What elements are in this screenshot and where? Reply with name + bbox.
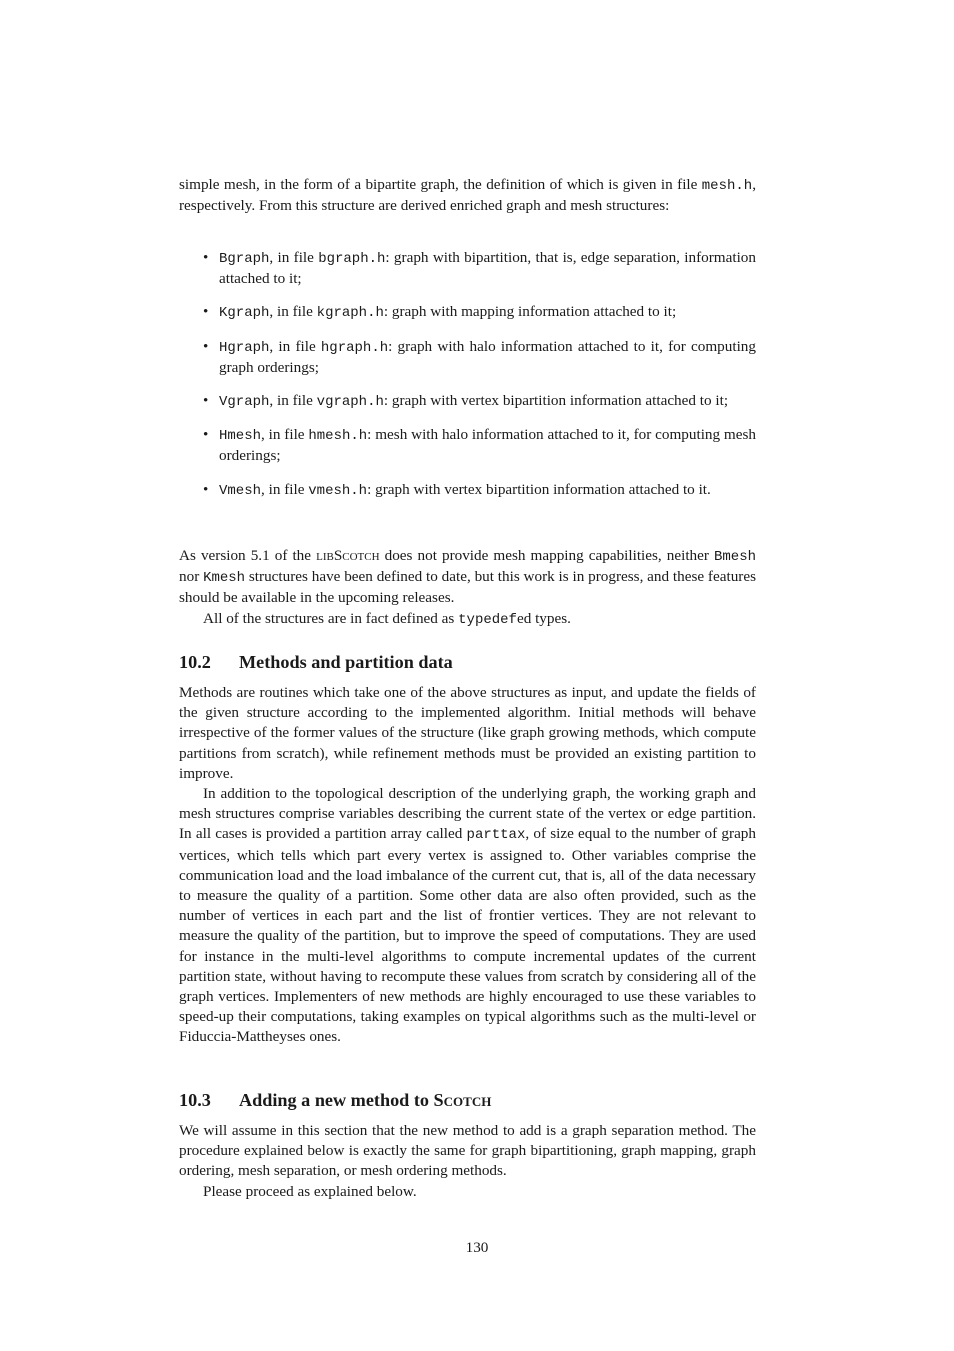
structure-name: Bgraph [219, 251, 270, 267]
structure-file: kgraph.h [316, 305, 384, 322]
list-item: • Bgraph, in file bgraph.h: graph with bipartition, that is, edge separation, information attached to it; [203, 249, 756, 288]
version-text: As version 5.1 of the libScotch does not provide mesh mapping capabilities, neither Bmesh nor Kmesh structures have been defined to date, but this work is in progress, and these features should be available in the upcoming releases. [179, 547, 757, 607]
section-10-3 [179, 1089, 756, 1111]
code-kmesh: Kmesh [203, 570, 246, 587]
intro-text: simple mesh, in the form of a bipartite graph, the definition of which is given in file mesh.h, respectively. From this structure are derived enriched graph and mesh structures: [179, 176, 756, 215]
list-item: • Kgraph, in file kgraph.h: graph with mapping information attached to it; [203, 303, 677, 322]
structure-file: bgraph.h [318, 251, 386, 267]
libscotch-name: libScotch [316, 547, 380, 564]
structure-name: Vgraph [219, 394, 270, 411]
structure-name: Hmesh [219, 428, 262, 445]
code-bmesh: Bmesh [714, 549, 757, 565]
structure-list [179, 248, 756, 501]
structure-file: vmesh.h [308, 482, 368, 499]
code-typedef: typedef [458, 611, 517, 628]
code-parttax: parttax [466, 827, 526, 844]
bullet-icon: • [203, 337, 209, 355]
methods-paragraph: Methods are routines which take one of the above structures as input, and update the fields of the given structure according to the implemented algorithm. Initial methods will behave irrespective of the former values of the structure (like graph growing methods, which compute partitions from scratch), while refinement methods must be provided an existing partition to improve. [179, 684, 756, 782]
structure-file: hgraph.h [320, 339, 389, 356]
bullet-icon: • [203, 249, 209, 266]
list-item: • Vgraph, in file vgraph.h: graph with vertex bipartition information attached to it; [203, 392, 729, 411]
list-item: • Hmesh, in file hmesh.h: mesh with halo information attached to it, for computing mesh orderings; [203, 426, 756, 465]
section-heading-10-2: 10.2 Methods and partition data [179, 652, 453, 672]
structure-name: Vmesh [219, 482, 262, 499]
bullet-icon: • [203, 480, 209, 498]
structure-name: Hgraph [219, 339, 270, 356]
bullet-icon: • [203, 426, 209, 444]
proceed-paragraph: Please proceed as explained below. [203, 1182, 417, 1200]
list-item: • Hgraph, in file hgraph.h: graph with halo information attached to it, for computing graph orderings; [203, 337, 756, 376]
section-10-3-body [179, 1121, 756, 1202]
partition-data-paragraph: In addition to the topological description of the underlying graph, the working graph and mesh structures comprise variables describing the current state of the vertex or edge partition. In all cases is provided a partition array called parttax, of size equal to the number of graph vertices, which tells which part every vertex is assigned to. Other variables comprise the communication load and the load imbalance of the current cut, that is, all of the data necessary to measure the quality of a partition. Some other data are also often provided, such as the number of vertices in each part and the list of frontier vertices. They are not relevant to measure the quality of the partition, but to improve the speed of computations. They are used for instance in the multi-level algorithms to compute incremental updates of the current partition state, without having to recompute these values from scratch by considering all of the graph vertices. Implementers of new methods are highly encouraged to use these variables to speed-up their computations, taking examples on typical algorithms such as the multi-level or Fiduccia-Mattheyses ones. [179, 785, 756, 1046]
section-10-2 [179, 651, 756, 673]
code-mesh-h: mesh.h [701, 178, 753, 194]
version-paragraph [179, 546, 756, 630]
section-heading-10-3: 10.3 Adding a new method to Scotch [179, 1090, 492, 1110]
scotch-name: Scotch [433, 1090, 492, 1110]
structure-file: hmesh.h [308, 428, 368, 445]
structure-file: vgraph.h [316, 394, 384, 411]
bullet-icon: • [203, 303, 209, 321]
section-10-2-body [179, 683, 756, 1048]
intro-paragraph [179, 175, 756, 216]
bullet-icon: • [203, 392, 209, 410]
structure-name: Kgraph [219, 305, 270, 322]
typedef-text: All of the structures are in fact defined as typedefed types. [203, 609, 571, 628]
list-item: • Vmesh, in file vmesh.h: graph with vertex bipartition information attached to it. [203, 480, 711, 499]
assumption-paragraph: We will assume in this section that the new method to add is a graph separation method. The procedure explained below is exactly the same for graph bipartitioning, graph mapping, graph ordering, mesh separation, or mesh ordering methods. [179, 1122, 756, 1180]
page-number: 130 [465, 1239, 489, 1256]
